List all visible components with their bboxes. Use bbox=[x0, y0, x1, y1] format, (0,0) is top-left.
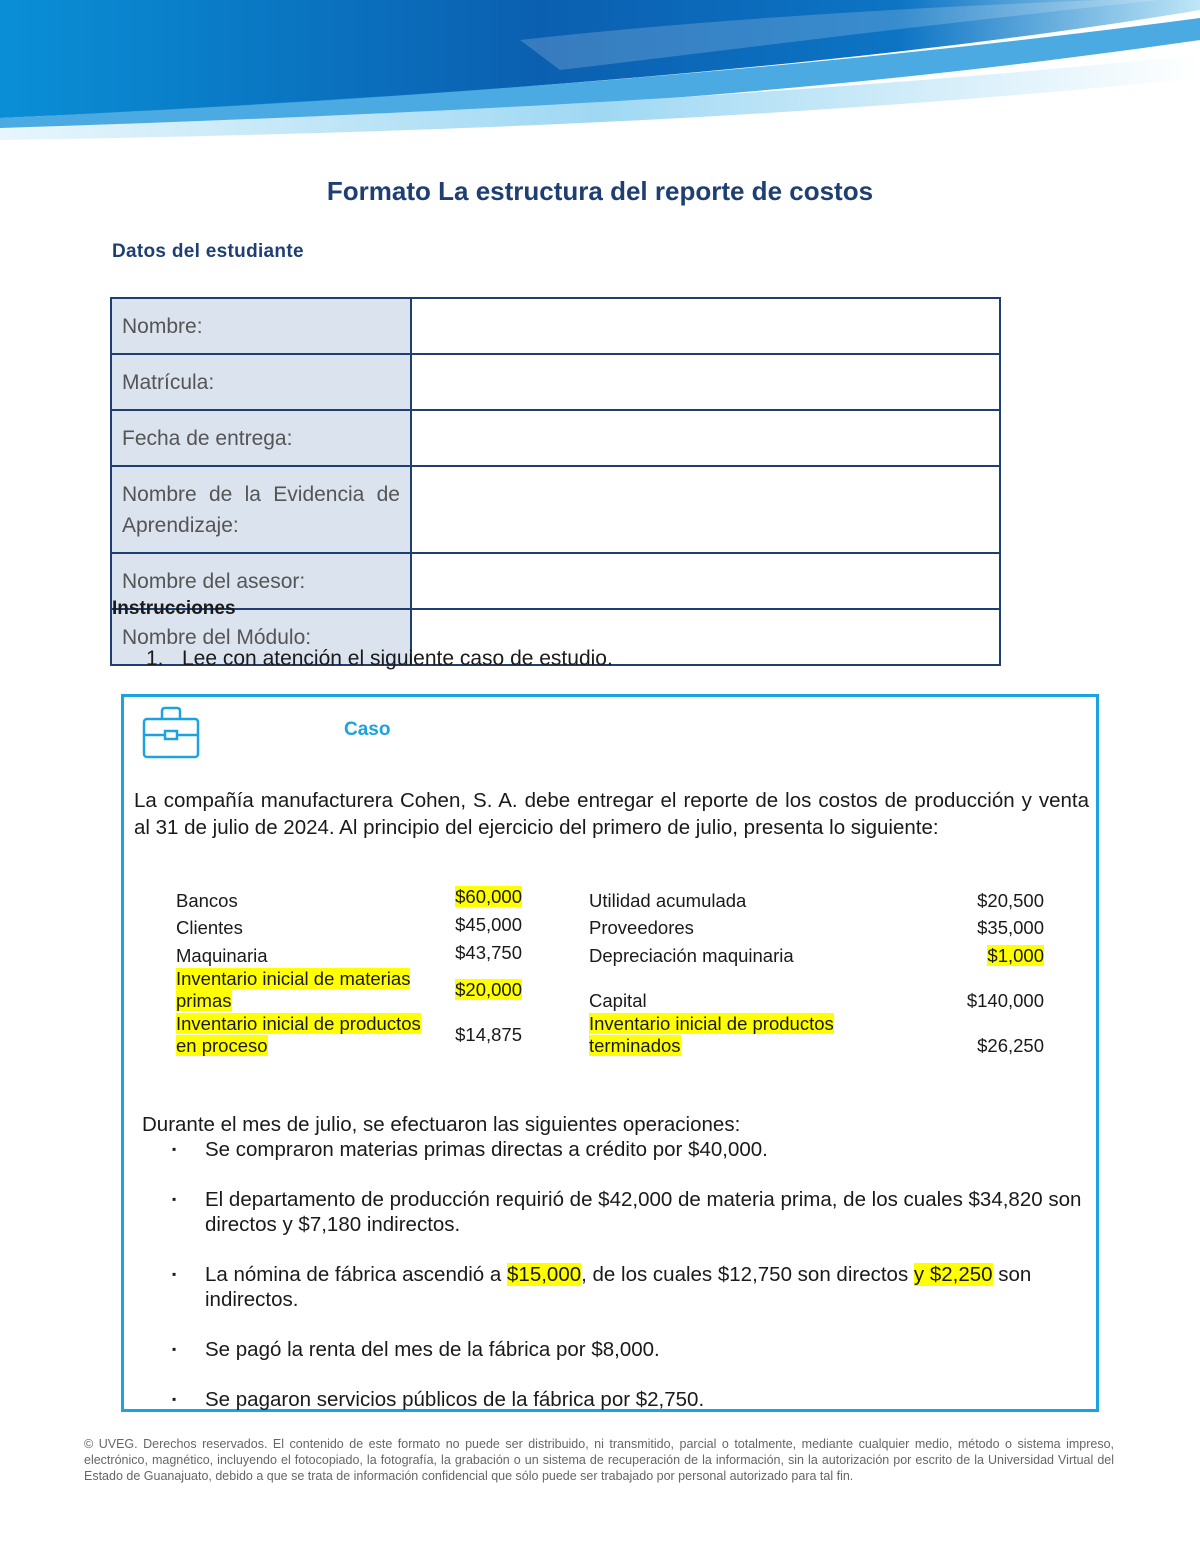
table-row bbox=[111, 553, 1000, 609]
balance-label: Clientes bbox=[176, 917, 243, 938]
instruction-item bbox=[146, 647, 613, 671]
row-label: Nombre del Módulo: bbox=[111, 609, 411, 665]
row-label: Fecha de entrega: bbox=[111, 410, 411, 466]
balance-amount: $1,000 bbox=[987, 945, 1044, 966]
copyright-footer: © UVEG. Derechos reservados. El contenido de este formato no puede ser distribuido, ni transmitido, parcial o totalmente, mediante cualquier medio, método o sistema impreso, electrónico, magnético, incluyendo el fotocopiado, la fotografía, la grabación o un sistema de recuperación de la información, sin la autorización por escrito de la Universidad Virtual del Estado de Guanajuato, debido a que se trata de información confidencial que sólo puede ser trabajado por personal autorizado para tal fin. bbox=[84, 1437, 1114, 1483]
operations-heading: Durante el mes de julio, se efectuaron las siguientes operaciones: bbox=[142, 1113, 741, 1136]
operations-list bbox=[172, 1137, 1082, 1437]
case-intro: La compañía manufacturera Cohen, S. A. debe entregar el reporte de los costos de producción y venta al 31 de julio de 2024. Al principio del ejercicio del primero de julio, presenta lo siguiente: bbox=[134, 789, 1089, 839]
balance-amount: $20,000 bbox=[455, 979, 522, 1000]
balance-amount: $60,000 bbox=[455, 886, 522, 907]
bullet-icon: ▪ bbox=[172, 1342, 177, 1356]
table-row bbox=[111, 354, 1000, 410]
balance-label: Inventario inicial de materias primas bbox=[176, 968, 411, 1011]
balance-amount: $14,875 bbox=[455, 1024, 522, 1045]
balance-label: Depreciación maquinaria bbox=[589, 945, 794, 966]
bullet-icon: ▪ bbox=[172, 1267, 177, 1281]
balance-amount: $26,250 bbox=[977, 1035, 1044, 1056]
balance-amount: $140,000 bbox=[966, 990, 1044, 1011]
list-item: ▪ Se pagaron servicios públicos de la fábrica por $2,750. bbox=[172, 1388, 705, 1411]
student-data-heading: Datos del estudiante bbox=[112, 241, 304, 262]
balance-amount: $20,500 bbox=[977, 890, 1044, 911]
balance-label: Proveedores bbox=[589, 917, 694, 938]
row-label: Nombre: bbox=[111, 298, 411, 354]
balance-amount: $45,000 bbox=[455, 914, 522, 935]
row-label: Nombre de la Evidencia de Aprendizaje: bbox=[111, 466, 411, 553]
header-banner bbox=[0, 0, 1200, 145]
balance-label: Maquinaria bbox=[176, 945, 268, 966]
balance-label: Capital bbox=[589, 990, 647, 1011]
page-title: Formato La estructura del reporte de costos bbox=[326, 176, 874, 206]
table-row bbox=[111, 466, 1000, 553]
list-item: ▪ Se pagó la renta del mes de la fábrica por $8,000. bbox=[172, 1338, 660, 1361]
instructions-heading: Instrucciones bbox=[112, 598, 236, 619]
name-field[interactable] bbox=[411, 298, 1000, 354]
advisor-field[interactable] bbox=[411, 553, 1000, 609]
balance-amount: $35,000 bbox=[977, 917, 1044, 938]
balance-label: Inventario inicial de productos terminados bbox=[589, 1013, 834, 1056]
table-row bbox=[111, 298, 1000, 354]
briefcase-icon bbox=[142, 705, 200, 766]
case-box bbox=[121, 694, 1099, 1412]
case-label: Caso bbox=[344, 719, 391, 740]
table-row bbox=[111, 410, 1000, 466]
instruction-number: 1. bbox=[146, 647, 164, 670]
list-item: ▪ La nómina de fábrica ascendió a $15,000, de los cuales $12,750 son directos y $2,250 son indirectos. bbox=[172, 1263, 1032, 1311]
bullet-icon: ▪ bbox=[172, 1142, 177, 1156]
id-field[interactable] bbox=[411, 354, 1000, 410]
bullet-icon: ▪ bbox=[172, 1392, 177, 1406]
balance-label: Inventario inicial de productos en proceso bbox=[176, 1013, 421, 1056]
row-label: Nombre del asesor: bbox=[111, 553, 411, 609]
evidence-name-field[interactable] bbox=[411, 466, 1000, 553]
row-label: Matrícula: bbox=[111, 354, 411, 410]
balance-amount: $43,750 bbox=[455, 942, 522, 963]
delivery-date-field[interactable] bbox=[411, 410, 1000, 466]
list-item: ▪ El departamento de producción requirió de $42,000 de materia prima, de los cuales $34,820 son directos y $7,180 indirectos. bbox=[172, 1188, 1082, 1236]
balance-label: Utilidad acumulada bbox=[589, 890, 747, 911]
student-data-table bbox=[110, 297, 1001, 666]
balance-label: Bancos bbox=[176, 890, 238, 911]
instruction-text: Lee con atención el siguiente caso de estudio. bbox=[182, 647, 613, 670]
bullet-icon: ▪ bbox=[172, 1192, 177, 1206]
list-item: ▪ Se compraron materias primas directas a crédito por $40,000. bbox=[172, 1138, 768, 1161]
